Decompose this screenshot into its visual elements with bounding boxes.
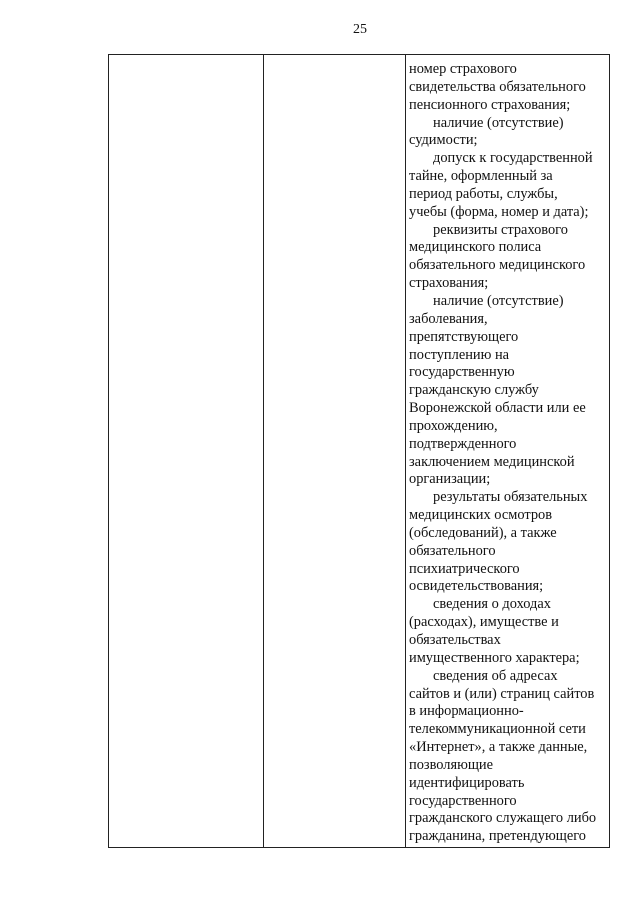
- text-line: наличие (отсутствие): [433, 114, 564, 131]
- text-line: реквизиты страхового: [433, 221, 568, 238]
- text-line: сайтов и (или) страниц сайтов: [409, 685, 595, 702]
- text-line: позволяющие: [409, 756, 494, 773]
- text-line: обязательствах: [409, 632, 501, 648]
- text-line: результаты обязательных: [433, 489, 588, 506]
- text-line: тайне, оформленный за: [409, 168, 553, 185]
- text-line: Воронежской области или ее: [409, 400, 586, 417]
- text-line: прохождению,: [409, 417, 498, 434]
- text-line: пенсионного страхования;: [409, 96, 571, 113]
- text-line: психиатрического: [409, 560, 520, 577]
- text-line: гражданина, претендующего: [409, 828, 586, 845]
- text-line: сведения о доходах: [433, 596, 551, 613]
- text-line: (обследований), а также: [409, 524, 557, 541]
- text-line: наличие (отсутствие): [433, 292, 564, 309]
- text-line: сведения об адресах: [433, 667, 558, 684]
- text-line: подтвержденного: [409, 435, 517, 452]
- text-line: обязательного: [409, 542, 496, 559]
- text-line: учебы (форма, номер и дата);: [409, 203, 589, 220]
- text-line: в информационно-: [409, 703, 524, 720]
- text-line: гражданского служащего либо: [409, 810, 597, 827]
- text-line: освидетельствования;: [409, 578, 544, 595]
- text-line: страхования;: [409, 275, 489, 292]
- column-divider: [263, 55, 264, 847]
- text-line: государственную: [409, 364, 515, 381]
- text-line: (расходах), имуществе и: [409, 614, 559, 631]
- text-line: период работы, службы,: [409, 185, 558, 202]
- text-line: гражданскую службу: [409, 382, 539, 399]
- text-line: обязательного медицинского: [409, 257, 586, 274]
- text-line: телекоммуникационной сети: [409, 721, 586, 738]
- text-line: свидетельства обязательного: [409, 78, 586, 95]
- text-line: государственного: [409, 792, 517, 809]
- text-line: судимости;: [409, 132, 478, 149]
- text-line: препятствующего: [409, 328, 519, 345]
- text-line: организации;: [409, 471, 491, 488]
- table-cell-column-3: [409, 61, 607, 846]
- text-line: медицинских осмотров: [409, 507, 553, 524]
- text-line: заключением медицинской: [409, 453, 575, 470]
- text-line: «Интернет», а также данные,: [409, 739, 588, 756]
- column-divider: [405, 55, 406, 847]
- text-line: заболевания,: [409, 310, 488, 327]
- text-line: поступлению на: [409, 346, 510, 363]
- document-table: [108, 54, 610, 848]
- text-line: номер страхового: [409, 61, 517, 77]
- text-line: допуск к государственной: [433, 150, 593, 167]
- text-line: имущественного характера;: [409, 649, 580, 666]
- text-line: медицинского полиса: [409, 239, 542, 256]
- text-line: идентифицировать: [409, 774, 525, 791]
- page-number: 25: [353, 22, 367, 37]
